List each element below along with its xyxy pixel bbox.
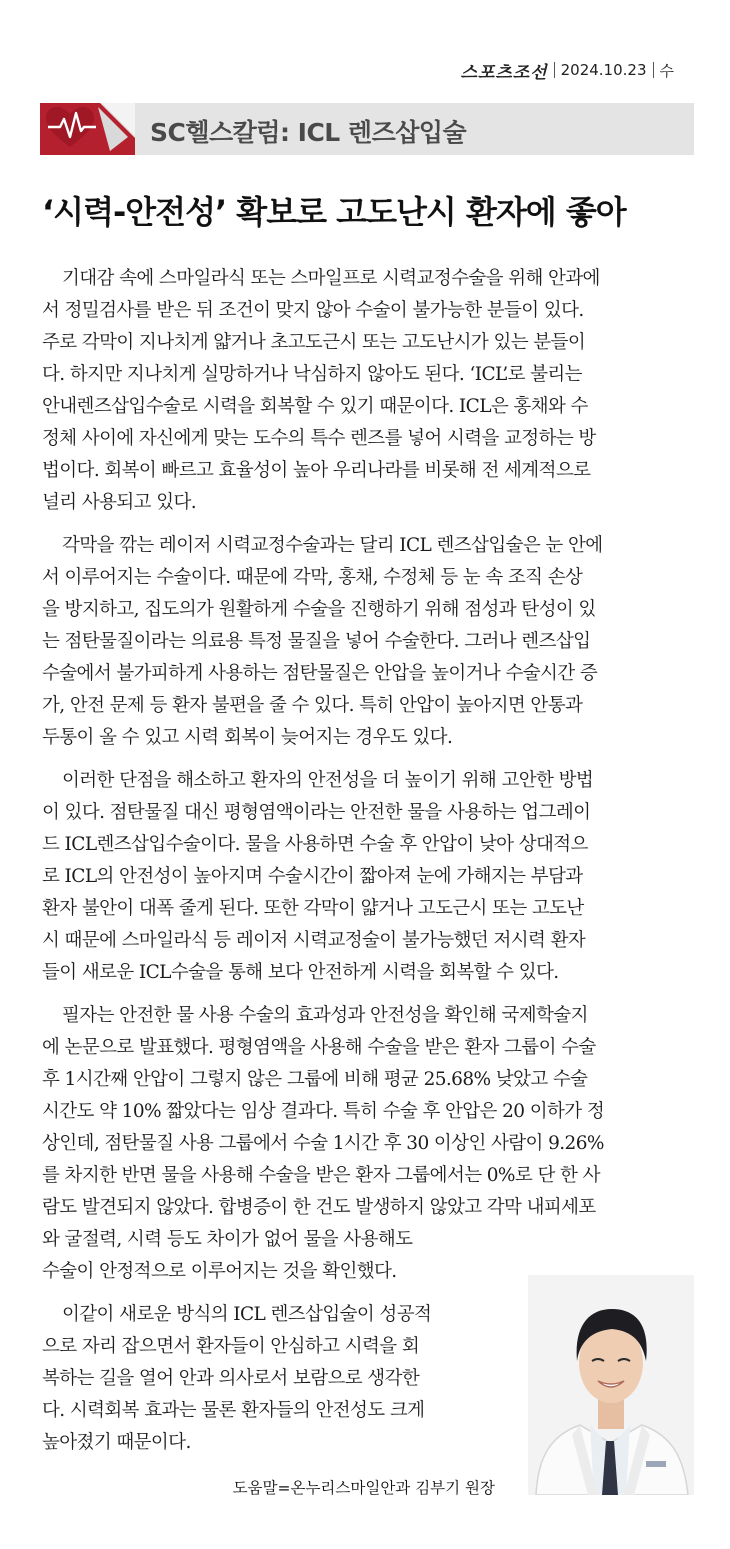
body-line: 이 있다. 점탄물질 대신 평형염액이라는 안전한 물을 사용하는 업그레이 [42,802,591,823]
body-line: 시간도 약 10% 짧았다는 임상 결과다. 특히 수술 후 안압은 20 이하가 정 [42,1101,605,1122]
publish-date: 2024.10.23 [560,61,647,79]
body-line: 필자는 안전한 물 사용 수술의 효과성과 안전성을 확인해 국제학술지 [62,1005,588,1026]
body-line: 정체 사이에 자신에게 맞는 도수의 특수 렌즈를 넣어 시력을 교정하는 방 [42,428,596,449]
body-line: 복하는 길을 열어 안과 의사로서 보람으로 생각한 [42,1368,420,1389]
body-line: 법이다. 회복이 빠르고 효율성이 높아 우리나라를 비롯해 전 세계적으로 [42,460,591,481]
doctor-portrait-image [528,1275,694,1495]
body-line: 를 차지한 반면 물을 사용해 수술을 받은 환자 그룹에서는 0%로 단 한 사 [42,1165,600,1186]
article-headline: ‘시력-안전성’ 확보로 고도난시 환자에 좋아 [42,193,626,231]
article-credit: 도움말=온누리스마일안과 김부기 원장 [232,1479,495,1497]
body-line: 와 굴절력, 시력 등도 차이가 없어 물을 사용해도 [42,1229,413,1250]
body-line: 다. 시력회복 효과는 물론 환자들의 안전성도 크게 [42,1400,425,1421]
body-line: 각막을 깎는 레이저 시력교정수술과는 달리 ICL 렌즈삽입술은 눈 안에 [62,535,603,556]
body-line: 이같이 새로운 방식의 ICL 렌즈삽입술이 성공적 [62,1304,432,1325]
body-line: 람도 발견되지 않았다. 합병증이 한 건도 발생하지 않았고 각막 내피세포 [42,1197,596,1218]
body-line: 로 ICL의 안전성이 높아지며 수술시간이 짧아져 눈에 가해지는 부담과 [42,866,583,887]
body-line: 서 정밀검사를 받은 뒤 조건이 맞지 않아 수술이 불가능한 분들이 있다. [42,300,584,321]
divider [653,62,654,78]
body-line: 을 방지하고, 집도의가 원활하게 수술을 진행하기 위해 점성과 탄성이 있 [42,599,596,620]
body-line: 드 ICL렌즈삽입수술이다. 물을 사용하면 수술 후 안압이 낮아 상대적으 [42,834,588,855]
body-line: 들이 새로운 ICL수술을 통해 보다 안전하게 시력을 회복할 수 있다. [42,962,559,983]
body-line: 안내렌즈삽입수술로 시력을 회복할 수 있기 때문이다. ICL은 홍채와 수 [42,396,588,417]
body-line: 수술에서 불가피하게 사용하는 점탄물질은 안압을 높이거나 수술시간 증 [42,663,598,684]
column-banner [40,103,694,155]
publish-weekday: 수 [659,61,674,80]
doctor-portrait-photo [528,1275,694,1495]
newspaper-logo: 스포츠조선 [460,62,548,83]
body-line: 주로 각막이 지나치게 얇거나 초고도근시 또는 고도난시가 있는 분들이 [42,332,586,353]
body-line: 서 이루어지는 수술이다. 때문에 각막, 홍채, 수정체 등 눈 속 조직 손상 [42,567,583,588]
body-line: 에 논문으로 발표했다. 평형염액을 사용해 수술을 받은 환자 그룹이 수술 [42,1037,596,1058]
body-line: 는 점탄물질이라는 의료용 특정 물질을 넣어 수술한다. 그러나 렌즈삽입 [42,631,591,652]
body-line: 가, 안전 문제 등 환자 불편을 줄 수 있다. 특히 안압이 높아지면 안통과 [42,695,583,716]
body-line: 으로 자리 잡으면서 환자들이 안심하고 시력을 회 [42,1336,420,1357]
masthead [460,58,674,82]
body-line: 후 1시간째 안압이 그렇지 않은 그룹에 비해 평균 25.68% 낮았고 수술 [42,1069,588,1090]
body-line: 수술이 안정적으로 이루어지는 것을 확인했다. [42,1261,397,1282]
body-line: 이러한 단점을 해소하고 환자의 안전성을 더 높이기 위해 고안한 방법 [62,770,594,791]
body-line: 널리 사용되고 있다. [42,492,197,513]
divider [554,62,555,78]
body-line: 높아졌기 때문이다. [42,1432,191,1453]
body-line: 환자 불안이 대폭 줄게 된다. 또한 각막이 얇거나 고도근시 또는 고도난 [42,898,584,919]
body-line: 다. 하지만 지나치게 실망하거나 낙심하지 않아도 된다. ‘ICL’로 불리는 [42,364,582,385]
body-line: 기대감 속에 스마일라식 또는 스마일프로 시력교정수술을 위해 안과에 [62,268,600,289]
column-title: SC헬스칼럼: ICL 렌즈삽입술 [150,118,467,147]
body-line: 시 때문에 스마일라식 등 레이저 시력교정술이 불가능했던 저시력 환자 [42,930,586,951]
body-line: 두통이 올 수 있고 시력 회복이 늦어지는 경우도 있다. [42,727,453,748]
body-line: 상인데, 점탄물질 사용 그룹에서 수술 1시간 후 30 이상인 사람이 9.26% [42,1133,604,1154]
heart-pulse-icon [40,103,135,155]
